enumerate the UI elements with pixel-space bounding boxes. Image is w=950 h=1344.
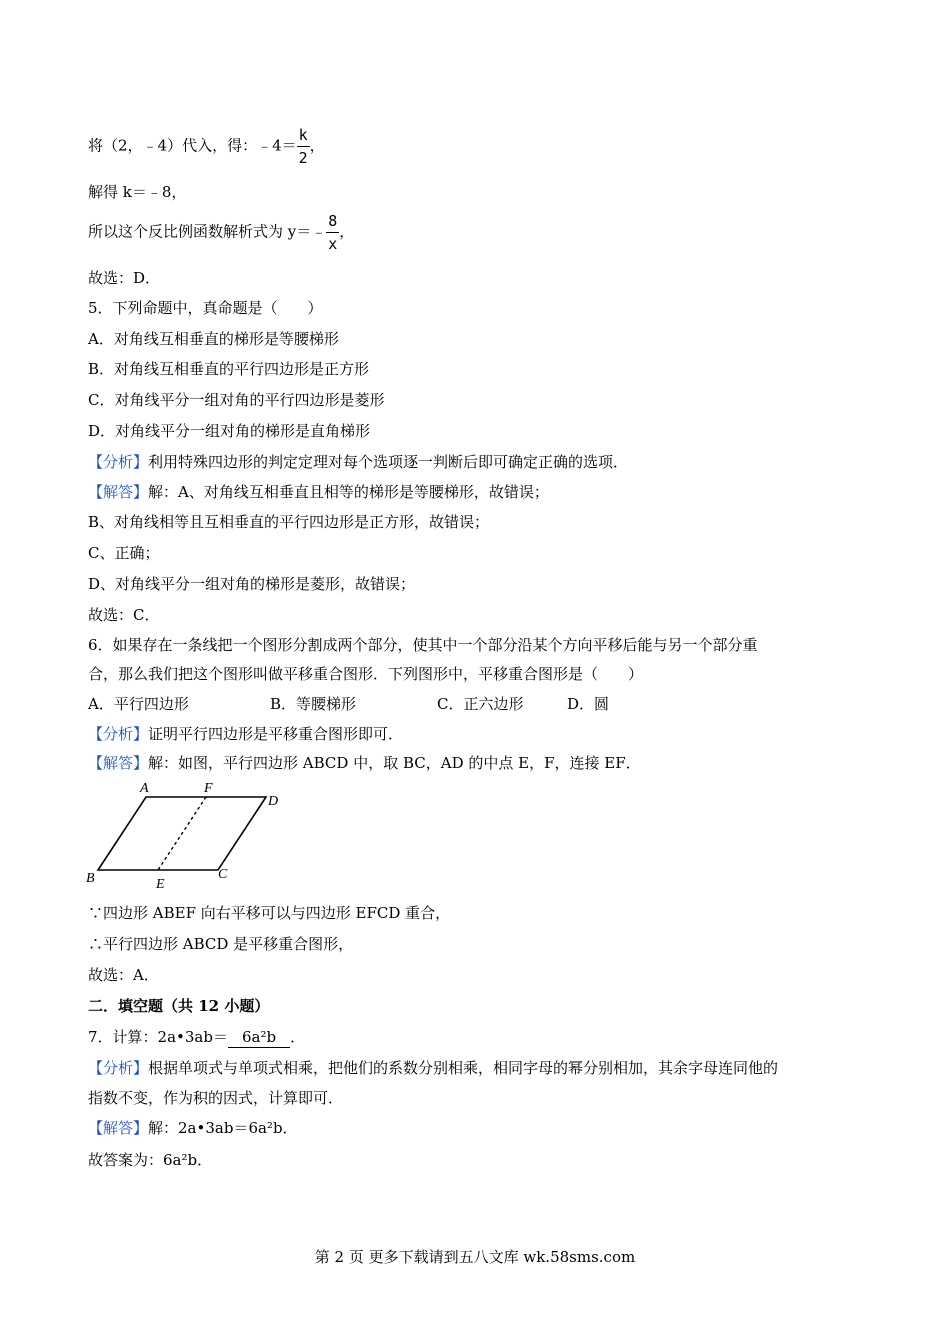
- segment-ef: [158, 797, 206, 870]
- q5-solution-b: B、对角线相等且互相垂直的平行四边形是正方形，故错误；: [88, 513, 490, 531]
- q5-option-d: D．对角线平分一组对角的梯形是直角梯形: [88, 422, 371, 440]
- analysis-tag: 【分析】: [88, 725, 149, 743]
- page-footer: 第 2 页 更多下载请到五八文库 wk.58sms.com: [314, 1248, 636, 1266]
- q7-solution: 【解答】解：2a•3ab＝6a²b．: [88, 1119, 298, 1137]
- fraction-k-over-2: $\frac{k}{2}$: [298, 126, 308, 167]
- label-d: D: [268, 794, 279, 809]
- q6-analysis: 【分析】证明平行四边形是平移重合图形即可．: [88, 725, 404, 743]
- q4-answer: 故选：D．: [88, 269, 161, 287]
- label-b: B: [86, 871, 95, 886]
- q6-answer: 故选：A．: [88, 966, 159, 984]
- q6-options: [88, 694, 609, 714]
- q5-solution-d: D、对角线平分一组对角的梯形是菱形，故错误；: [88, 575, 416, 593]
- analysis-tag: 【分析】: [88, 1059, 149, 1077]
- q5-option-c: C．对角线平分一组对角的平行四边形是菱形: [88, 391, 385, 409]
- q6-option-c: C．正六边形: [437, 695, 524, 713]
- q6-proof-line2: ∴平行四边形 ABCD 是平移重合图形，: [88, 935, 354, 953]
- fraction-8-over-x: $\frac{8}{x}$: [328, 212, 338, 253]
- q6-proof-line1: ∵四边形 ABEF 向右平移可以与四边形 EFCD 重合，: [88, 904, 451, 922]
- q6-option-b: B．等腰梯形: [270, 695, 357, 713]
- q5-stem: 5．下列命题中，真命题是（ ）: [88, 299, 323, 317]
- q5-analysis: 【分析】利用特殊四边形的判定定理对每个选项逐一判断后即可确定正确的选项．: [88, 453, 629, 471]
- solution-tag: 【解答】: [88, 483, 149, 501]
- q5-solution: 【解答】解：A、对角线互相垂直且相等的梯形是等腰梯形，故错误；: [88, 483, 549, 501]
- q4-line2: 解得 k＝﹣8，: [88, 183, 187, 201]
- q7-stem: 7．计算：2a•3ab＝ 6a²b ．: [88, 1028, 306, 1046]
- label-e: E: [156, 877, 165, 892]
- label-a: A: [140, 781, 149, 796]
- q6-stem-line1: 6．如果存在一条线把一个图形分割成两个部分，使其中一个部分沿某个方向平移后能与另一个部分重: [88, 636, 758, 654]
- label-c: C: [218, 867, 228, 882]
- q5-answer: 故选：C．: [88, 606, 160, 624]
- q5-solution-c: C、正确；: [88, 544, 160, 562]
- q4-line3: 所以这个反比例函数解析式为 y＝﹣ $\frac{8}{x}$ ，: [88, 212, 355, 253]
- parallelogram-figure: [82, 778, 292, 893]
- q7-analysis-line1: 【分析】根据单项式与单项式相乘，把他们的系数分别相乘，相同字母的幂分别相加，其余字母连同他的: [88, 1059, 779, 1077]
- q6-option-d: D．圆: [567, 695, 610, 713]
- q5-option-b: B．对角线互相垂直的平行四边形是正方形: [88, 360, 370, 378]
- q7-answer-blank: 6a²b: [228, 1027, 290, 1048]
- section-title: 二．填空题（共 12 小题）: [88, 997, 270, 1015]
- q6-option-a: A．平行四边形: [88, 695, 189, 713]
- analysis-tag: 【分析】: [88, 453, 149, 471]
- q4-line1: 将（2，﹣4）代入，得：﹣4＝ $\frac{k}{2}$ ，: [88, 126, 325, 167]
- q5-option-a: A．对角线互相垂直的梯形是等腰梯形: [88, 330, 339, 348]
- q7-final: 故答案为：6a²b．: [88, 1151, 213, 1169]
- q7-analysis-line2: 指数不变，作为积的因式，计算即可．: [88, 1089, 344, 1107]
- solution-tag: 【解答】: [88, 1119, 149, 1137]
- solution-tag: 【解答】: [88, 754, 149, 772]
- label-f: F: [204, 781, 213, 796]
- q6-stem-line2: 合，那么我们把这个图形叫做平移重合图形．下列图形中，平移重合图形是（ ）: [88, 665, 644, 683]
- q6-solution: 【解答】解：如图，平行四边形 ABCD 中，取 BC，AD 的中点 E，F，连接 EF．: [88, 754, 641, 772]
